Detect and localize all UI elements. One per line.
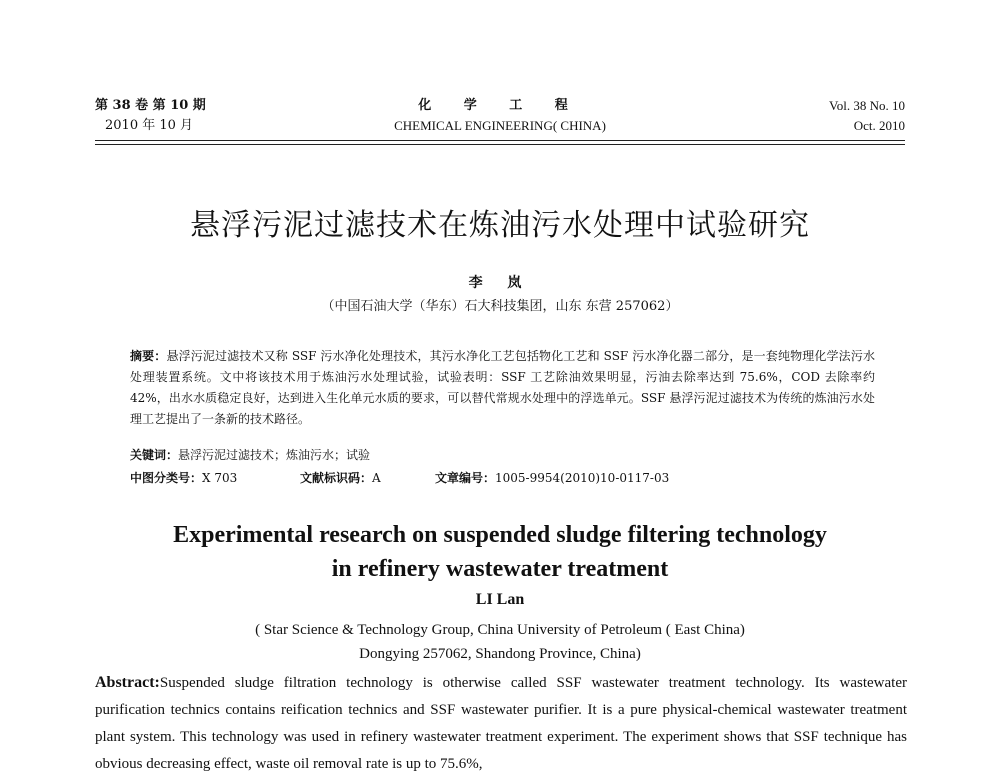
- journal-name-en: CHEMICAL ENGINEERING( CHINA): [394, 118, 606, 133]
- abstract-en-label: Abstract:: [95, 674, 160, 691]
- header-volume-issue-en: Vol. 38 No. 10: [829, 98, 905, 113]
- classification-line: [130, 469, 875, 487]
- journal-header: [95, 96, 905, 136]
- keywords-cn: [130, 446, 370, 464]
- header-journal-name: [95, 96, 905, 136]
- journal-name-cn: 化 学 工 程: [418, 98, 582, 113]
- paper-title-en: [0, 518, 1000, 586]
- clc-number: [130, 469, 300, 487]
- header-rule-thick: [95, 140, 905, 141]
- header-volume-issue: 第 38 卷 第 10 期: [95, 98, 206, 113]
- header-date-cn: 2010 年 10 月: [105, 118, 194, 133]
- paper-title-en-line2: in refinery wastewater treatment: [331, 556, 669, 582]
- keywords-cn-text: 悬浮污泥过滤技术；炼油污水；试验: [178, 448, 371, 462]
- affiliation-en-line2: Dongying 257062, Shandong Province, China): [359, 646, 641, 662]
- header-volume-en: [829, 96, 905, 136]
- article-number-label: 文章编号：: [435, 471, 496, 485]
- document-code: [300, 469, 435, 487]
- keywords-cn-label: 关键词：: [130, 448, 179, 462]
- abstract-en: [95, 669, 907, 778]
- affiliation-en: [0, 618, 1000, 666]
- author-en: LI Lan: [475, 591, 525, 608]
- paper-title-cn: 悬浮污泥过滤技术在炼油污水处理中试验研究: [190, 208, 810, 243]
- abstract-en-text: Suspended sludge filtration technology is otherwise called SSF wastewater treatment technology. Its wastewater purification technics contains reification technics and SSF wastewater purifier. It is a pure physical-chemical wastewater treatment plant system. This technology was used in refinery wastewater treatment experiment. The experiment shows that SSF technique has obvious decreasing effect, waste oil removal rate is up to 75.6%,: [95, 675, 907, 772]
- article-number: [435, 469, 669, 487]
- header-date-en: Oct. 2010: [853, 118, 905, 133]
- paper-title-en-line1: Experimental research on suspended sludge filtering technology: [173, 522, 827, 548]
- clc-label: 中图分类号：: [130, 471, 203, 485]
- abstract-cn-text: 悬浮污泥过滤技术又称 SSF 污水净化处理技术，其污水净化工艺包括物化工艺和 SSF 污水净化器二部分，是一套纯物理化学法污水处理装置系统。文中将该技术用于炼油污水处理试验，试验表明：SSF 工艺除油效果明显，污油去除率达到 75.6%，COD 去除率约 42%，出水水质稳定良好，达到进入生化单元水质的要求，可以替代常规水处理中的浮选单元。SSF 悬浮污泥过滤技术为传统的炼油污水处理工艺提出了一条新的技术路径。: [130, 349, 875, 426]
- doc-code-label: 文献标识码：: [300, 471, 373, 485]
- affiliation-en-line1: ( Star Science & Technology Group, China University of Petroleum ( East China): [255, 622, 745, 638]
- header-rule-thin: [95, 144, 905, 145]
- abstract-cn-label: 摘要：: [130, 349, 167, 363]
- author-cn: 李 岚: [468, 275, 532, 291]
- affiliation-cn: （中国石油大学（华东）石大科技集团，山东 东营 257062）: [321, 299, 679, 314]
- abstract-cn: [130, 346, 875, 430]
- clc-value: X 703: [202, 471, 238, 485]
- article-number-value: 1005-9954(2010)10-0117-03: [495, 471, 670, 485]
- doc-code-value: A: [372, 471, 381, 485]
